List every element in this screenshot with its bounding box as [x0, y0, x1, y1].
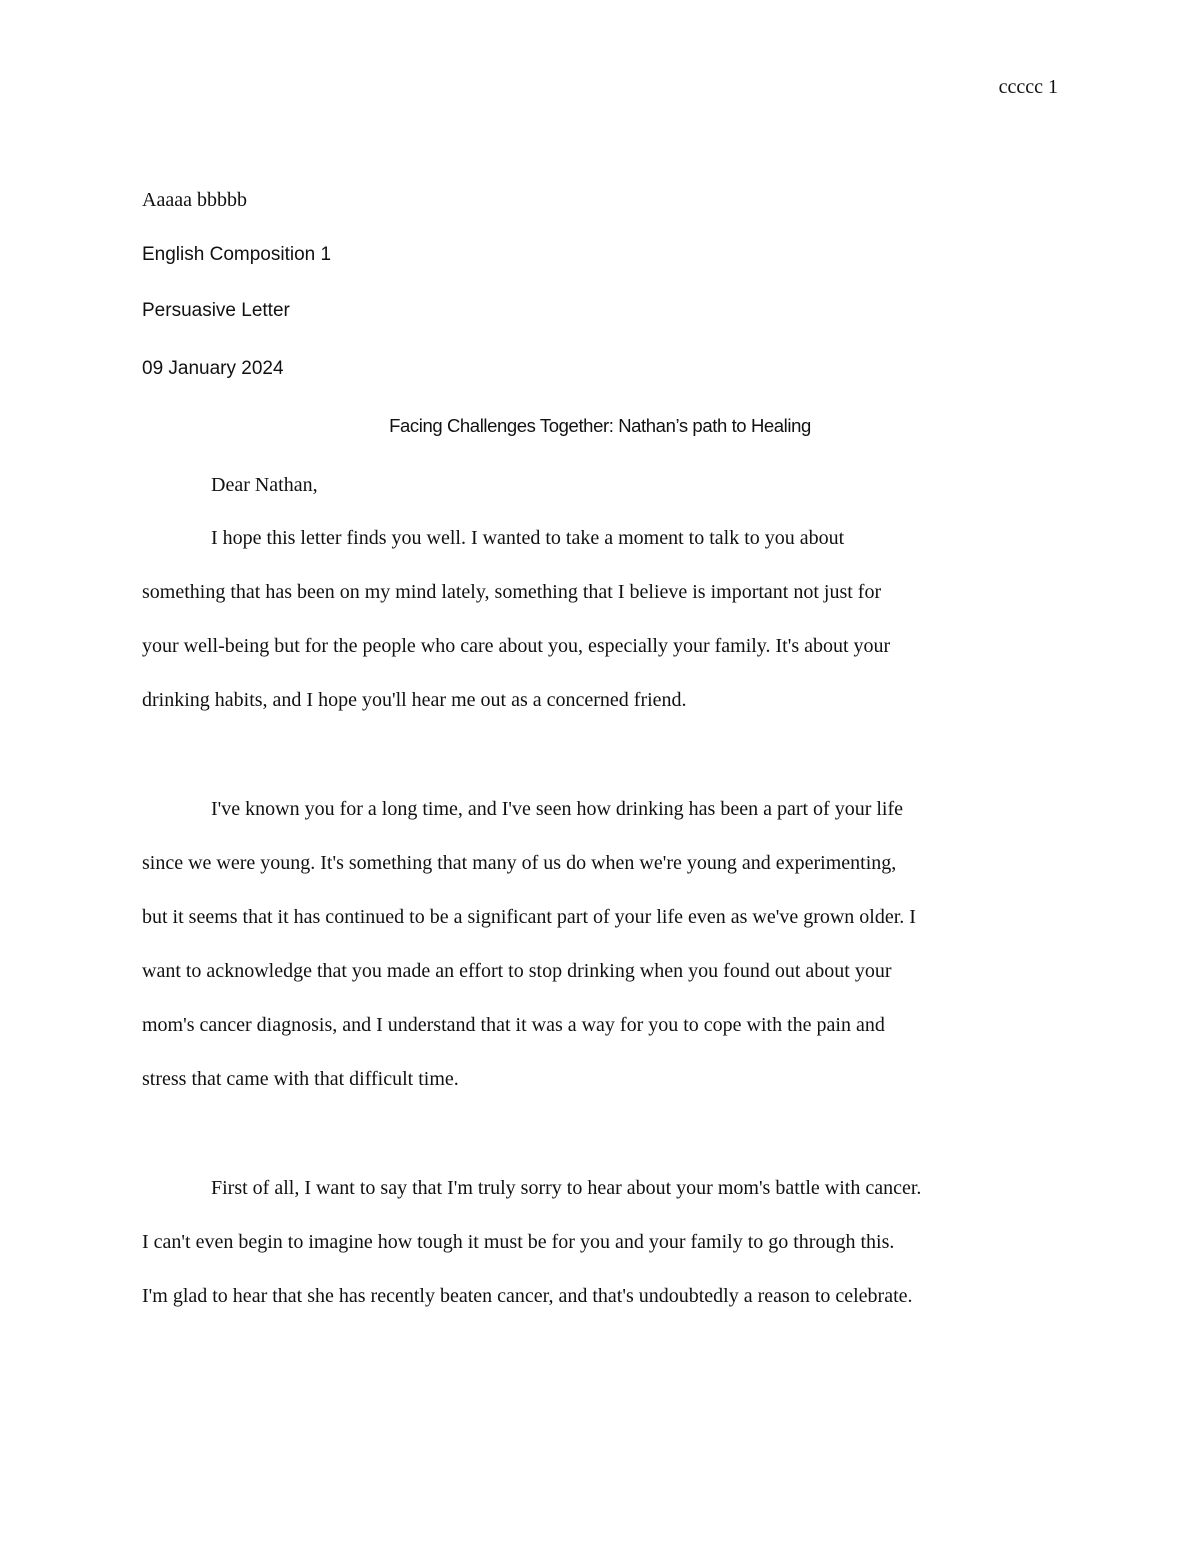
paragraph-line: drinking habits, and I hope you'll hear me out as a concerned friend. [142, 689, 687, 711]
paragraph-line: I hope this letter finds you well. I wanted to take a moment to talk to you about [211, 527, 845, 549]
running-head: ccccc 1 [998, 76, 1058, 98]
paragraph-line: want to acknowledge that you made an effort to stop drinking when you found out about your [142, 960, 892, 982]
author-name: Aaaaa bbbbb [142, 189, 247, 211]
letter-title: Facing Challenges Together: Nathan’s path to Healing [389, 415, 811, 436]
paragraph-line: First of all, I want to say that I'm truly sorry to hear about your mom's battle with cancer. [211, 1177, 922, 1199]
salutation: Dear Nathan, [211, 474, 318, 496]
paragraph-line: since we were young. It's something that many of us do when we're young and experimenting, [142, 852, 897, 874]
assignment-name: Persuasive Letter [142, 300, 290, 321]
paragraph-line: your well-being but for the people who care about you, especially your family. It's about your [142, 635, 891, 657]
paragraph-line: mom's cancer diagnosis, and I understand that it was a way for you to cope with the pain and [142, 1014, 885, 1036]
paragraph-line: but it seems that it has continued to be a significant part of your life even as we've grown older. I [142, 906, 916, 928]
course-name: English Composition 1 [142, 244, 332, 265]
date: 09 January 2024 [142, 358, 284, 379]
paragraph-line: I've known you for a long time, and I've seen how drinking has been a part of your life [211, 798, 904, 820]
paragraph-line: something that has been on my mind lately, something that I believe is important not just for [142, 581, 882, 603]
paragraph-line: I can't even begin to imagine how tough it must be for you and your family to go through this. [142, 1231, 895, 1253]
paragraph-line: I'm glad to hear that she has recently beaten cancer, and that's undoubtedly a reason to celebrate. [142, 1285, 913, 1307]
paragraph-line: stress that came with that difficult time. [142, 1068, 459, 1090]
